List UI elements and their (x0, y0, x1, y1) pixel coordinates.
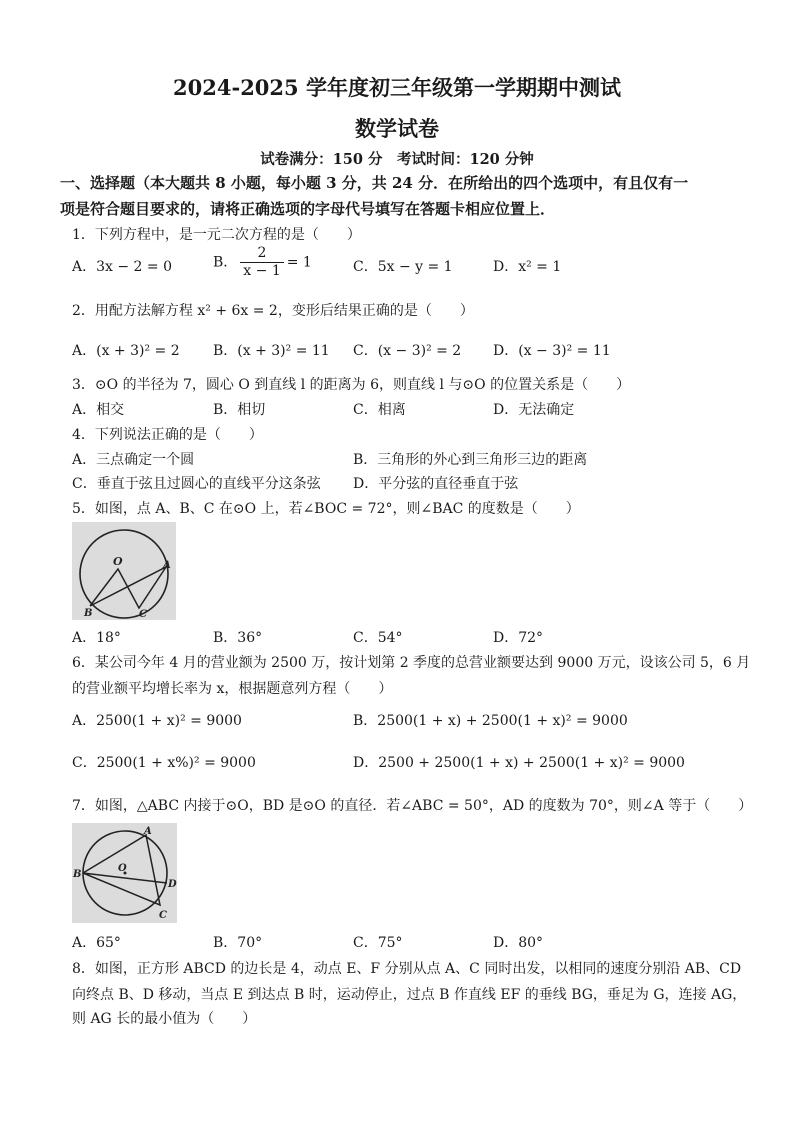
q2-option-c: C．(x − 3)² = 2 (353, 343, 462, 359)
q7-label-o: O (118, 863, 127, 874)
q5-option-b: B．36° (213, 630, 263, 646)
q5-stem: 5．如图，点 A、B、C 在⊙O 上，若∠BOC = 72°，则∠BAC 的度数是（ ） (72, 501, 580, 517)
q1-option-b (213, 245, 312, 280)
q1-option-b-suffix: = 1 (286, 254, 312, 271)
q3-stem: 3．⊙O 的半径为 7，圆心 O 到直线 l 的距离为 6，则直线 l 与⊙O 的位置关系是（ ） (72, 377, 631, 393)
q7-option-a: A．65° (72, 935, 121, 951)
q7-option-b: B．70° (213, 935, 263, 951)
q2-stem: 2．用配方法解方程 x² + 6x = 2，变形后结果正确的是（ ） (72, 303, 474, 319)
q6-option-a: A．2500(1 + x)² = 9000 (72, 713, 242, 729)
q1-option-d: D．x² = 1 (493, 259, 562, 275)
section-heading-line2: 项是符合题目要求的，请将正确选项的字母代号填写在答题卡相应位置上． (60, 200, 556, 218)
q4-stem: 4．下列说法正确的是（ ） (72, 427, 263, 443)
q2-option-d: D．(x − 3)² = 11 (493, 343, 611, 359)
exam-subtitle: 数学试卷 (355, 116, 439, 141)
q1-option-b-prefix: B． (213, 254, 238, 271)
q5-option-a: A．18° (72, 630, 121, 646)
q7-label-c: C (159, 910, 167, 921)
q8-stem-line3: 则 AG 长的最小值为（ ） (72, 1011, 257, 1027)
q5-option-d: D．72° (493, 630, 544, 646)
q7-label-d: D (168, 879, 177, 890)
q1-stem: 1．下列方程中，是一元二次方程的是（ ） (72, 227, 361, 243)
q6-option-b: B．2500(1 + x) + 2500(1 + x)² = 9000 (353, 713, 628, 729)
q5-label-a: A (163, 560, 171, 571)
q7-stem: 7．如图，△ABC 内接于⊙O，BD 是⊙O 的直径．若∠ABC = 50°，AD 的度数为 70°，则∠A 等于（ ） (72, 798, 753, 814)
q2-option-b: B．(x + 3)² = 11 (213, 343, 330, 359)
q8-stem-line2: 向终点 B、D 移动，当点 E 到达点 B 时，运动停止，过点 B 作直线 EF 的垂线 BG，垂足为 G，连接 AG， (72, 987, 747, 1003)
q7-label-b: B (73, 869, 82, 880)
q1-option-a: A．3x − 2 = 0 (72, 259, 172, 275)
q3-option-c: C．相离 (353, 402, 406, 418)
q1-option-b-numerator: 2 (240, 245, 283, 263)
q8-stem-line1: 8．如图，正方形 ABCD 的边长是 4，动点 E、F 分别从点 A、C 同时出发，以相同的速度分别沿 AB、CD (72, 961, 742, 977)
q3-option-d: D．无法确定 (493, 402, 575, 418)
q7-figure (72, 823, 177, 923)
exam-info: 试卷满分：150 分 考试时间：120 分钟 (260, 151, 534, 168)
q4-option-b: B．三角形的外心到三角形三边的距离 (353, 452, 588, 468)
q4-option-c: C．垂直于弦且过圆心的直线平分这条弦 (72, 476, 321, 492)
q1-option-b-denominator: x − 1 (243, 263, 281, 279)
q1-option-b-fraction (240, 245, 283, 280)
q6-option-d: D．2500 + 2500(1 + x) + 2500(1 + x)² = 9000 (353, 755, 685, 771)
q7-option-c: C．75° (353, 935, 403, 951)
q4-option-d: D．平分弦的直径垂直于弦 (353, 476, 519, 492)
q1-option-c: C．5x − y = 1 (353, 259, 453, 275)
q5-label-c: C (139, 609, 147, 620)
q7-label-a: A (144, 826, 152, 837)
q3-option-a: A．相交 (72, 402, 125, 418)
q6-stem-line1: 6．某公司今年 4 月的营业额为 2500 万，按计划第 2 季度的总营业额要达到 9000 万元，设该公司 5，6 月 (72, 655, 751, 671)
q4-option-a: A．三点确定一个圆 (72, 452, 195, 468)
q3-option-b: B．相切 (213, 402, 266, 418)
exam-title: 2024-2025 学年度初三年级第一学期期中测试 (173, 75, 621, 100)
q2-option-a: A．(x + 3)² = 2 (72, 343, 180, 359)
section-heading-line1: 一、选择题（本大题共 8 小题，每小题 3 分，共 24 分．在所给出的四个选项中，有且仅有一 (60, 174, 689, 192)
q5-option-c: C．54° (353, 630, 403, 646)
q5-triangle-lines (90, 567, 166, 608)
q5-label-o: O (113, 555, 123, 568)
q6-option-c: C．2500(1 + x%)² = 9000 (72, 755, 256, 771)
q5-label-b: B (84, 608, 93, 619)
q5-figure (72, 522, 176, 620)
q6-stem-line2: 的营业额平均增长率为 x，根据题意列方程（ ） (72, 681, 393, 697)
q7-option-d: D．80° (493, 935, 544, 951)
